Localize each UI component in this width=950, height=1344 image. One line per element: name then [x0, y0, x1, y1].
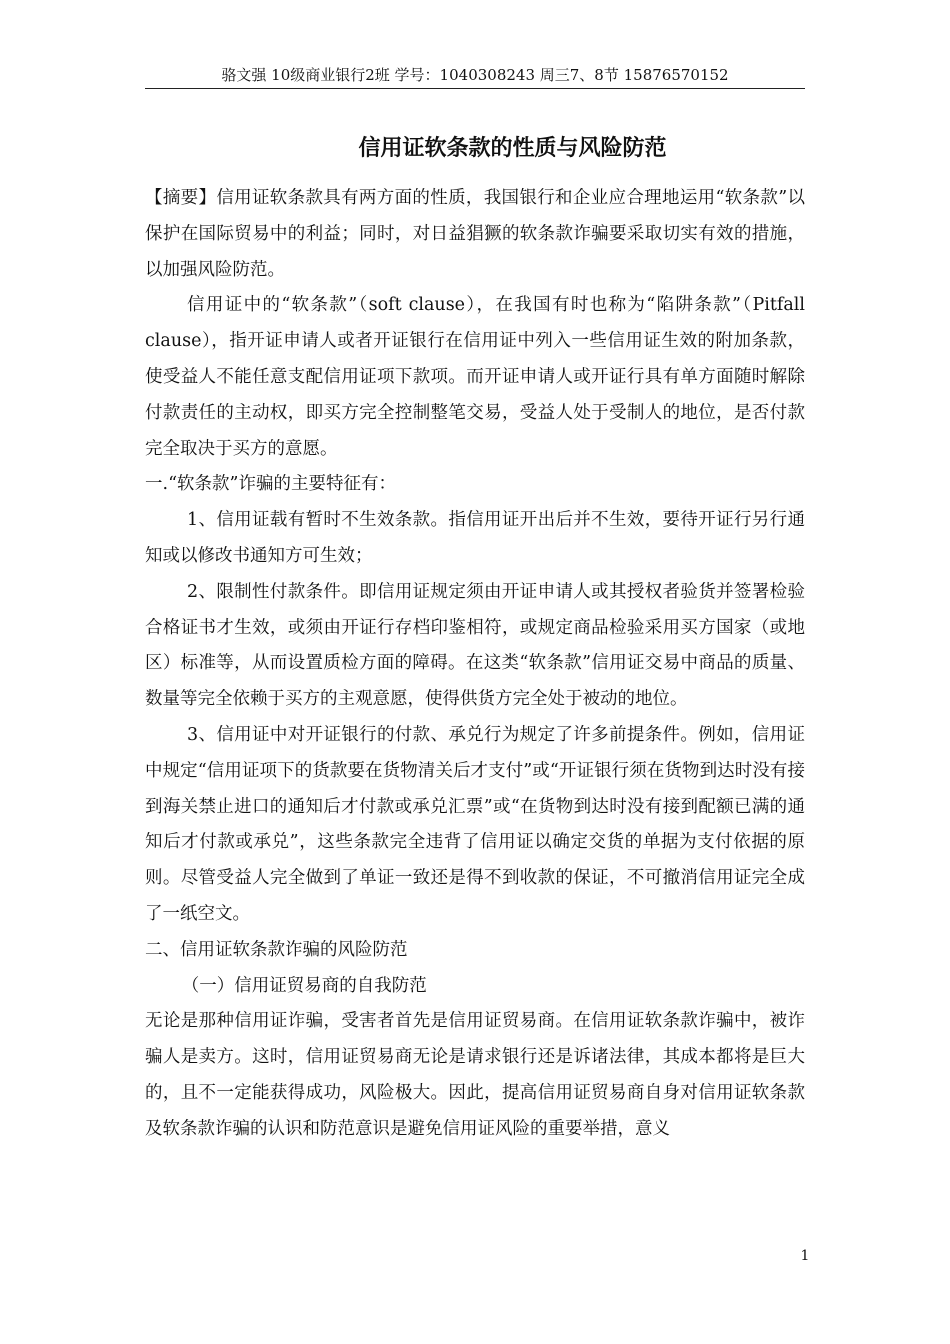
subsection-1-heading: （一）信用证贸易商的自我防范 [181, 975, 427, 996]
document-body [145, 181, 805, 1148]
section-1-heading: 一.“软条款”诈骗的主要特征有： [145, 474, 396, 495]
section-2-heading: 二、信用证软条款诈骗的风险防范 [145, 939, 408, 960]
page-number: 1 [800, 1248, 810, 1264]
header-rule [145, 88, 805, 89]
abstract-paragraph [145, 181, 805, 288]
intro-paragraph: 信用证中的“软条款”（soft clause），在我国有时也称为“陷阱条款”（Pitfall clause），指开证申请人或者开证银行在信用证中列入一些信用证生效的附加条款，使受益人不能任意支配信用证项下款项。而开证申请人或开证行具有单方面随时解除付款责任的主动权，即买方完全控制整笔交易，受益人处于受制人的地位，是否付款完全取决于买方的意愿。 [145, 295, 805, 459]
page-header: 骆文强 10级商业银行2班 学号：1040308243 周三7、8节 15876570152 [221, 66, 729, 84]
point-2-paragraph: 2、限制性付款条件。即信用证规定须由开证申请人或其授权者验货并签署检验合格证书才生效，或须由开证行存档印鉴相符，或规定商品检验采用买方国家（或地区）标准等，从而设置质检方面的障碍。在这类“软条款”信用证交易中商品的质量、数量等完全依赖于买方的主观意愿，使得供货方完全处于被动的地位。 [145, 581, 805, 710]
abstract-label: 【摘要】 [145, 188, 217, 208]
point-3-paragraph: 3、信用证中对开证银行的付款、承兑行为规定了许多前提条件。例如，信用证中规定“信用证项下的货款要在货物清关后才支付”或“开证银行须在货物到达时没有接到海关禁止进口的通知后才付款或承兑汇票”或“在货物到达时没有接到配额已满的通知后才付款或承兑”，这些条款完全违背了信用证以确定交货的单据为支付依据的原则。尽管受益人完全做到了单证一致还是得不到收款的保证，不可撤消信用证完全成了一纸空文。 [145, 724, 805, 924]
point-1-paragraph: 1、信用证载有暂时不生效条款。指信用证开出后并不生效，要待开证行另行通知或以修改书通知方可生效； [145, 510, 805, 566]
last-paragraph: 无论是那种信用证诈骗，受害者首先是信用证贸易商。在信用证软条款诈骗中，被诈骗人是卖方。这时，信用证贸易商无论是请求银行还是诉诸法律，其成本都将是巨大的，且不一定能获得成功，风险极大。因此，提高信用证贸易商自身对信用证软条款及软条款诈骗的认识和防范意识是避免信用证风险的重要举措，意义 [145, 1011, 805, 1139]
document-title: 信用证软条款的性质与风险防范 [358, 136, 667, 161]
abstract-text: 信用证软条款具有两方面的性质，我国银行和企业应合理地运用“软条款”以保护在国际贸易中的利益；同时，对日益猖獗的软条款诈骗要采取切实有效的措施，以加强风险防范。 [145, 188, 806, 280]
